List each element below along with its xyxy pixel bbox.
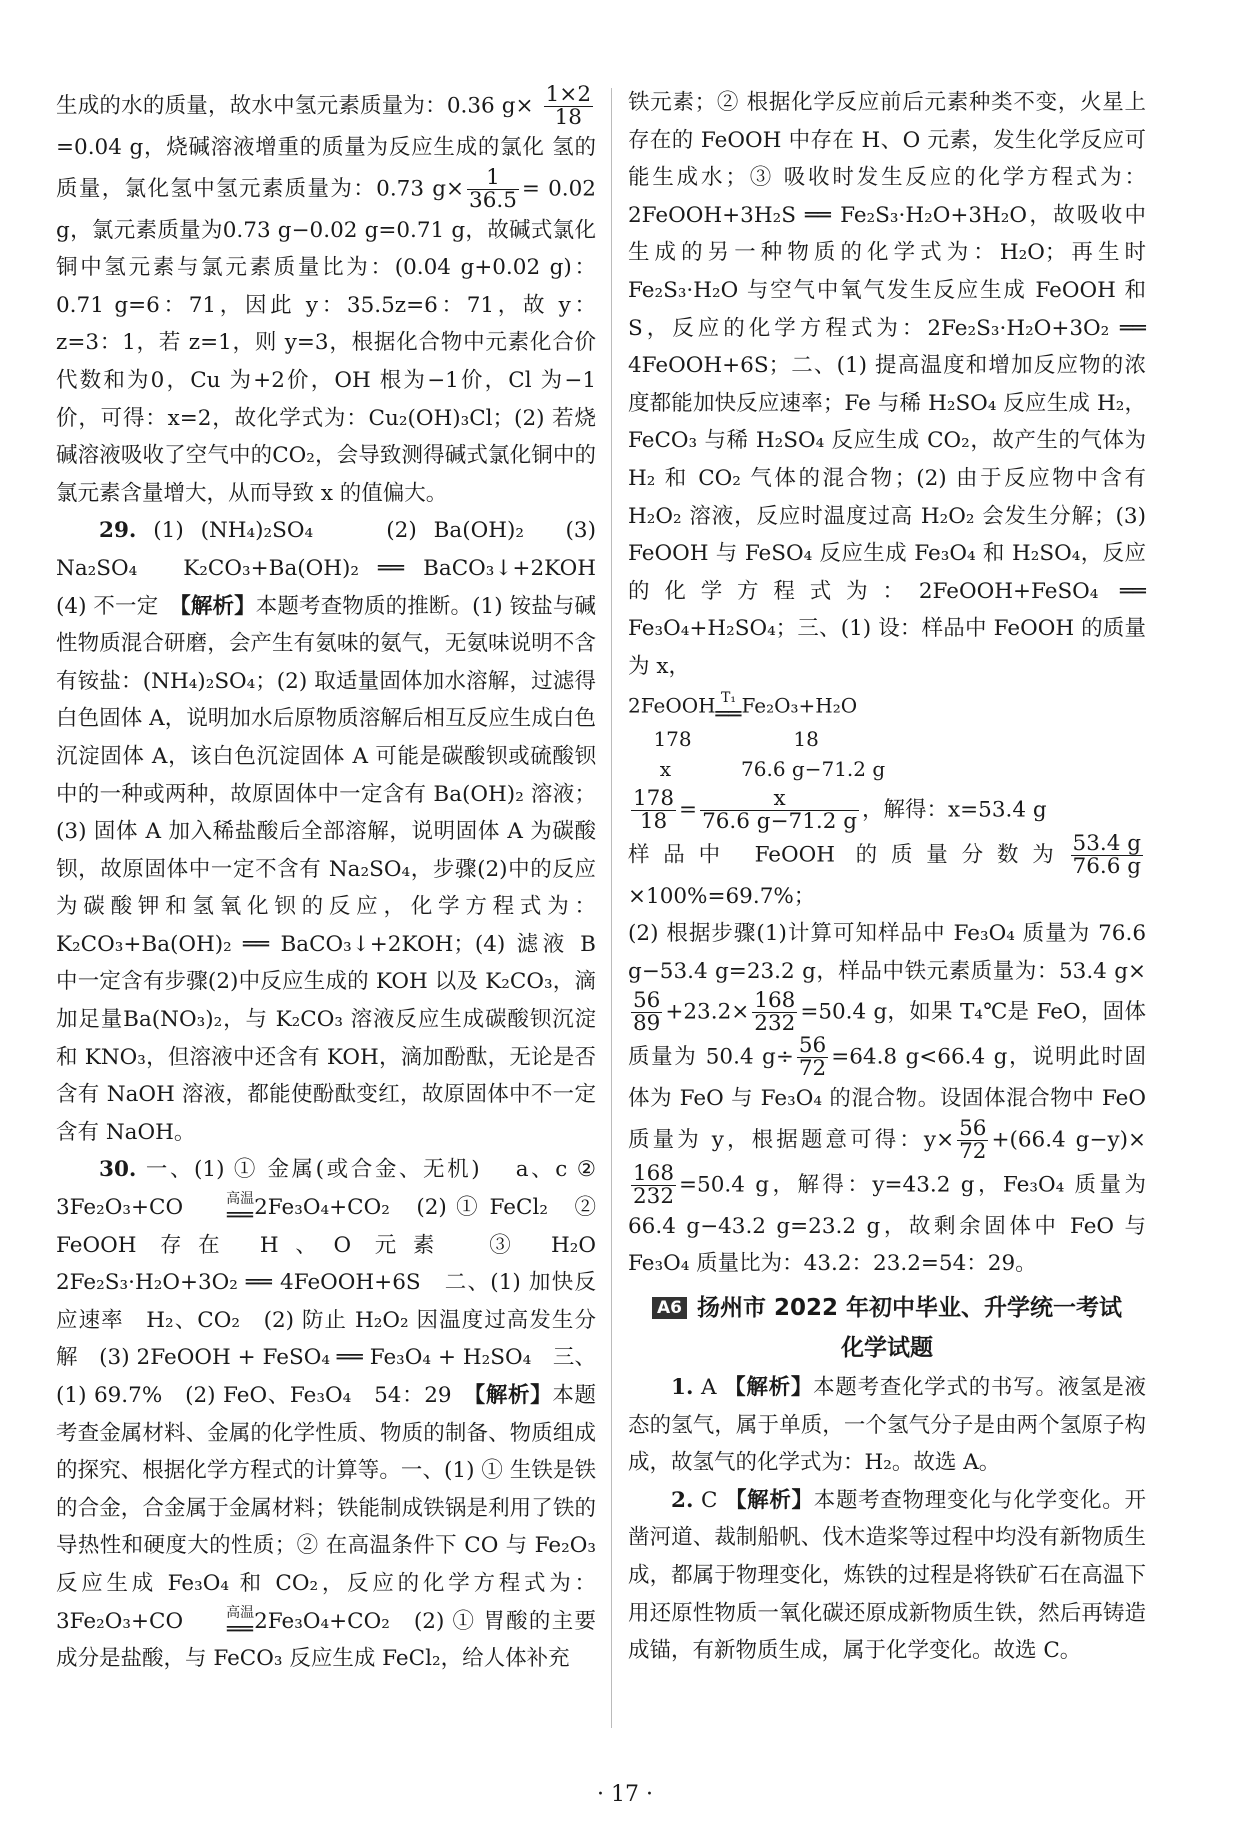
- text: =0.04 g，烧碱溶液增重的质量为反应生成的氯化: [56, 135, 545, 160]
- paragraph: [628, 830, 1146, 916]
- question-number: 1.: [671, 1375, 694, 1401]
- denominator: 72: [798, 1056, 827, 1082]
- text: 0.02 g，氯元素质量为0.73 g−0.02 g=0.71 g，故碱式氯化铜中氢元素与氯元素质量比为：(0.04 g+0.02 g)：0.71 g=6：71，因此 y：35.5z=6：71，故 y：z=3：1，若 z=1，则 y=3，根据化合物中元素化合价代数和为0，Cu 为+2价，OH 根为−1价，Cl 为−1价，可得：x=2，故化学式为：Cu₂(OH)₃Cl；(2) 若烧碱溶液吸收了空气中的CO₂，会导致测得碱式氯化铜中的氯元素含量增大，从而导致 x 的值偏大。: [56, 176, 596, 506]
- analysis: 本题考查物理变化与化学变化。开凿河道、裁制船帆、伐木造桨等过程中均没有新物质生成，都属于物理变化，炼铁的过程是将铁矿石在高温下用还原性物质一氧化碳还原成新物质生铁，然后再铸造成锚，有新物质生成，属于化学变化。故选 C。: [628, 1487, 1146, 1664]
- answer: A: [701, 1375, 717, 1401]
- fraction: [1071, 830, 1143, 879]
- reaction-condition: 高温 ══: [183, 1605, 254, 1639]
- text: 样品中 FeOOH 的质量分数为: [628, 842, 1068, 867]
- fraction: [467, 164, 519, 213]
- section-heading: [628, 1289, 1146, 1327]
- page-number: · 17 ·: [597, 1782, 653, 1807]
- fraction: [700, 785, 859, 834]
- denominator: 232: [754, 1011, 796, 1037]
- analysis: 本题考查物质的推断。(1) 铵盐与碱性物质混合研磨，会产生有氨味的氨气，无氨味说明不含有铵盐：(NH₄)₂SO₄；(2) 取适量固体加水溶解，过滤得白色固体 A，说明加水后原物质溶解后相互反应生成白色沉淀固体 A，该白色沉淀固体 A 可能是碳酸钡或硫酸钡中的一种或两种，故原固体中一定含有 Ba(OH)₂ 溶液；(3) 固体 A 加入稀盐酸后全部溶解，说明固体 A 为碳酸钡，故原固体中一定不含有 Na₂SO₄，步骤(2)中的反应为碳酸钾和氢氧化钡的反应，化学方程式为：K₂CO₃+Ba(OH)₂ ══ BaCO₃↓+2KOH；(4) 滤液 B 中一定含有步骤(2)中反应生成的 KOH 以及 K₂CO₃，滴加足量Ba(NO₃)₂，与 K₂CO₃ 溶液反应生成碳酸钡沉淀和 KNO₃，但溶液中还含有 KOH，滴加酚酞，无论是否含有 NaOH 溶液，都能使酚酞变红，故原固体中不一定含有 NaOH。: [56, 593, 596, 1145]
- question-29: [56, 512, 618, 1151]
- question-number: 2.: [671, 1487, 694, 1513]
- reaction-equation: [628, 690, 1146, 784]
- denominator: 89: [633, 1011, 661, 1037]
- text: 生成的水的质量，故水中氢元素质量为：0.36 g×: [56, 93, 534, 119]
- reaction-condition: 高温 ══: [183, 1191, 254, 1225]
- fraction: [957, 1115, 988, 1164]
- denominator: 72: [959, 1138, 987, 1164]
- question-number: 30.: [99, 1157, 137, 1183]
- ratio-equation: [628, 785, 1146, 834]
- analysis: 2Fe₃O₄+CO₂ (2) ① 胃酸的主要成分是盐酸，与 FeCO₃ 反应生成 FeCl₂，给人体补充: [56, 1608, 596, 1672]
- text: =: [521, 176, 540, 202]
- paragraph: [628, 84, 1146, 686]
- text: ，解得：x=53.4 g: [862, 797, 1047, 822]
- reaction-condition: T₁ ══: [715, 689, 742, 727]
- text: ×100%=69.7%；: [628, 883, 816, 909]
- analysis-tag: 【解析】: [474, 1383, 553, 1408]
- reactant: 2FeOOH: [628, 693, 716, 717]
- numerator: x: [700, 788, 859, 811]
- text: 氢的质量，氯化氢中氢元素质量为：0.73 g×: [56, 135, 596, 202]
- paragraph: [628, 915, 1146, 1283]
- denominator: 18: [554, 105, 582, 130]
- text: (2) 根据步骤(1)计算可知样品中 Fe₃O₄ 质量为 76.6 g−53.4 g=23.2 g，样品中铁元素质量为：53.4 g×: [628, 921, 1146, 984]
- analysis-tag: 【解析】: [724, 1487, 814, 1513]
- answer: 2Fe₃O₄+CO₂ (2) ① FeCl₂ ② FeOOH 存在 H、O 元素 ③ H₂O 2Fe₂S₃·H₂O+3O₂ ══ 4FeOOH+6S 二、(1) 加快反应速率 H₂、CO₂ (2) 防止 H₂O₂ 因温度过高发生分解 (3) 2FeOOH + FeSO₄ ══ Fe₃O₄ + H₂SO₄ 三、(1) 69.7% (2) FeO、Fe₃O₄ 54：29: [56, 1195, 618, 1408]
- fraction: [631, 1160, 676, 1209]
- numerator: 53.4 g: [1072, 830, 1141, 856]
- analysis: 本题考查金属材料、金属的化学性质、物质的制备、物质组成的探究、根据化学方程式的计算等。一、(1) ① 生铁是铁的合金，合金属于金属材料；铁能制成铁锅是利用了铁的导热性和硬度大的性质；② 在高温条件下 CO 与 Fe₂O₃ 反应生成 Fe₃O₄ 和 CO₂，反应的化学方程式为：3Fe₂O₃+CO: [56, 1383, 596, 1634]
- text: 铁元素；② 根据化学反应前后元素种类不变，火星上存在的 FeOOH 中存在 H、O 元素，发生化学反应可能生成水；③ 吸收时发生反应的化学方程式为：2FeOOH+3H₂S ══ Fe₂S₃·H₂O+3H₂O，故吸收中生成的另一种物质的化学式为：H₂O；再生时 Fe₂S₃·H₂O 与空气中氧气发生反应生成 FeOOH 和 S，反应的化学方程式为：2Fe₂S₃·H₂O+3O₂ ══ 4FeOOH+6S；二、(1) 提高温度和增加反应物的浓度都能加快反应速率；Fe 与稀 H₂SO₄ 反应生成 H₂，FeCO₃ 与稀 H₂SO₄ 反应生成 CO₂，故产生的气体为 H₂ 和 CO₂ 气体的混合物；(2) 由于反应物中含有 H₂O₂ 溶液，反应时温度过高 H₂O₂ 会发生分解；(3) FeOOH 与 FeSO₄ 反应生成 Fe₃O₄ 和 H₂SO₄，反应的化学方程式为：2FeOOH+FeSO₄ ══ Fe₃O₄+H₂SO₄；三、(1) 设：样品中 FeOOH 的质量为 x，: [628, 90, 1146, 679]
- left-column: [56, 82, 618, 1678]
- condition-label: T₁: [721, 689, 736, 706]
- denominator: 232: [633, 1183, 675, 1209]
- product: Fe₂O₃+H₂O: [741, 693, 858, 717]
- fraction: [752, 990, 797, 1035]
- fraction: [631, 990, 662, 1035]
- numerator: 168: [754, 988, 796, 1014]
- text: +(66.4 g−y)×: [991, 1127, 1146, 1153]
- denominator: 18: [639, 808, 668, 834]
- condition-label: 高温: [226, 1191, 255, 1208]
- numerator: 1: [467, 167, 519, 190]
- mass-value: 76.6 g−71.2 g: [741, 756, 886, 781]
- condition-label: 高温: [226, 1604, 255, 1621]
- molar-mass: 178: [653, 726, 692, 751]
- right-column: [628, 84, 1146, 1670]
- section-badge: A6: [652, 1297, 687, 1319]
- analysis-tag: 【解析】: [724, 1375, 814, 1401]
- denominator: 76.6 g−71.2 g: [702, 808, 858, 834]
- question-number: 29.: [99, 518, 137, 544]
- numerator: 1×2: [545, 82, 591, 107]
- answer: 一、(1) ① 金属(或合金、无机) a、c: [145, 1157, 568, 1183]
- paragraph: [56, 84, 596, 512]
- answer: (1) (NH₄)₂SO₄ (2) Ba(OH)₂ (3) Na₂SO₄ K₂CO₃+Ba(OH)₂ ══ BaCO₃↓+2KOH (4) 不一定: [56, 518, 618, 619]
- text: =50.4 g，如果 T₄℃是 FeO，固体质量为 50.4 g÷: [628, 999, 1146, 1070]
- analysis: 本题考查化学式的书写。液氢是液态的氢气，属于单质，一个氢气分子是由两个氢原子构成，故氢气的化学式为：H₂。故选 A。: [628, 1375, 1146, 1476]
- numerator: 56: [959, 1115, 987, 1141]
- numerator: 168: [633, 1160, 675, 1186]
- answer-2: [628, 1482, 1146, 1670]
- numerator: 56: [798, 1033, 827, 1059]
- column-divider: [611, 88, 612, 1728]
- molar-mass: 18: [793, 726, 819, 751]
- fraction: [631, 785, 676, 834]
- mass-value: x: [659, 756, 672, 781]
- analysis-tag: 【解析】: [179, 593, 256, 619]
- text: =: [679, 797, 698, 822]
- section-title: 扬州市 2022 年初中毕业、升学统一考试: [696, 1295, 1123, 1322]
- section-subtitle: 化学试题: [841, 1335, 933, 1362]
- answer-1: [628, 1369, 1146, 1482]
- answer: C: [700, 1487, 718, 1513]
- fraction: [544, 84, 593, 129]
- text: =50.4 g，解得：y=43.2 g，Fe₃O₄ 质量为 66.4 g−43.2 g=23.2 g，故剩余固体中 FeO 与 Fe₃O₄ 质量比为：43.2：23.2=54：29。: [628, 1172, 1146, 1277]
- numerator: 178: [633, 785, 675, 811]
- fraction: [797, 1035, 828, 1080]
- denominator: 36.5: [469, 187, 517, 213]
- text: +23.2×: [665, 999, 750, 1025]
- denominator: 76.6 g: [1072, 853, 1141, 879]
- question-30: [56, 1151, 618, 1677]
- answer: ② 3Fe₂O₃+CO: [56, 1157, 596, 1221]
- numerator: 56: [633, 988, 661, 1014]
- text: =64.8 g<66.4 g，说明此时固体为 FeO 与 Fe₃O₄ 的混合物。设固体混合物中 FeO 质量为 y，根据题意可得：y×: [628, 1044, 1146, 1153]
